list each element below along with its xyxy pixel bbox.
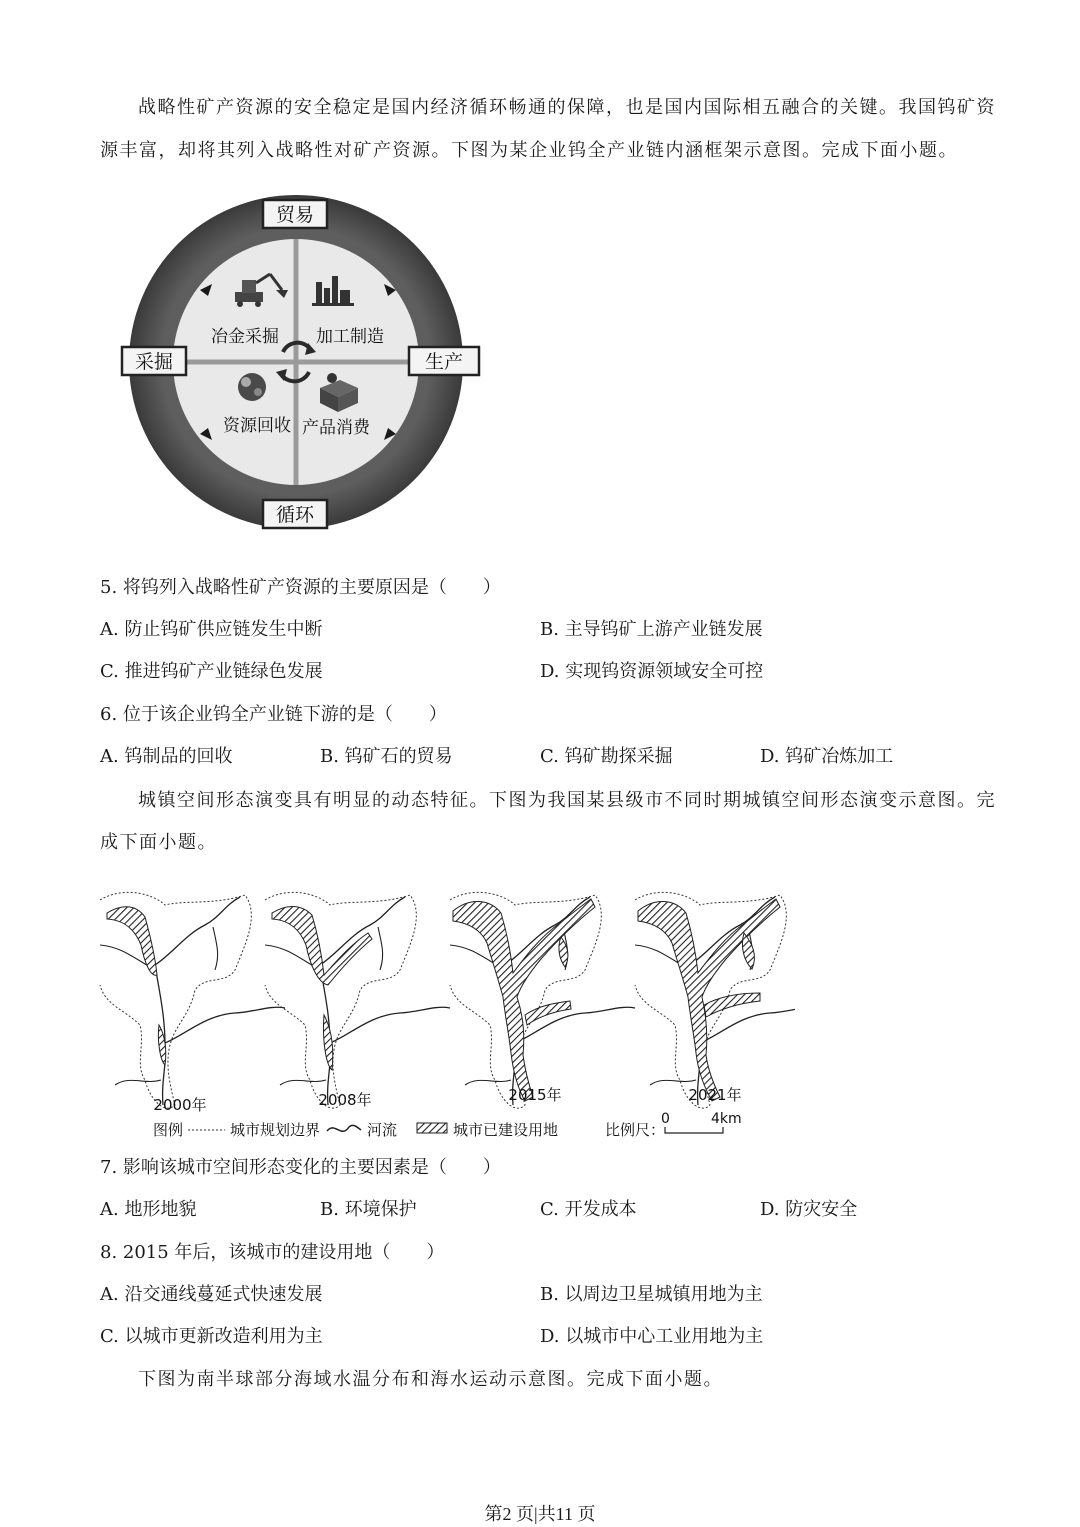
q7-option-d[interactable]: D. 防灾安全 — [760, 1199, 858, 1220]
q8-option-d[interactable]: D. 以城市中心工业用地为主 — [540, 1326, 764, 1347]
q5-option-a[interactable]: A. 防止钨矿供应链发生中断 — [100, 619, 323, 640]
svg-text:贸易: 贸易 — [275, 204, 315, 226]
quadrant-label-mining: 冶金采掘 — [211, 327, 279, 347]
map-year-2000: 2000年 — [153, 1096, 207, 1114]
q5-option-c[interactable]: C. 推进钨矿产业链绿色发展 — [100, 661, 323, 682]
urban-evolution-maps — [95, 865, 795, 1145]
q6-option-b[interactable]: B. 钨矿石的贸易 — [320, 746, 453, 767]
q5-stem: 5. 将钨列入战略性矿产资源的主要原因是（ ） — [100, 577, 501, 598]
svg-text:采掘: 采掘 — [134, 351, 174, 373]
passage3-line1: 下图为南半球部分海域水温分布和海水运动示意图。完成下面小题。 — [138, 1369, 723, 1390]
recycle-icon — [238, 373, 266, 401]
map-year-2008: 2008年 — [318, 1091, 372, 1109]
legend-title: 图例 — [153, 1121, 184, 1139]
legend-built-swatch — [417, 1123, 447, 1133]
scale-bar — [665, 1127, 723, 1133]
map-year-2015: 2015年 — [508, 1086, 562, 1104]
ring-label-bottom — [263, 500, 327, 528]
q8-stem: 8. 2015 年后，该城市的建设用地（ ） — [100, 1242, 445, 1263]
q5-option-b[interactable]: B. 主导钨矿上游产业链发展 — [540, 619, 763, 640]
legend-scale-value: 4km — [711, 1111, 742, 1127]
q7-option-a[interactable]: A. 地形地貌 — [100, 1199, 197, 1220]
legend-built-label: 城市已建设用地 — [453, 1121, 559, 1139]
ring-label-top — [263, 200, 327, 228]
quadrant-label-manufacturing: 加工制造 — [316, 327, 384, 347]
q6-option-c[interactable]: C. 钨矿勘探采掘 — [540, 746, 673, 767]
quadrant-label-consumption: 产品消费 — [302, 418, 370, 438]
legend-boundary-label: 城市规划边界 — [230, 1121, 321, 1139]
svg-text:循环: 循环 — [275, 504, 315, 526]
q8-option-b[interactable]: B. 以周边卫星城镇用地为主 — [540, 1284, 763, 1305]
ring-label-left — [122, 347, 186, 375]
q6-option-a[interactable]: A. 钨制品的回收 — [100, 746, 233, 767]
map-2015 — [450, 892, 635, 1108]
legend-scale-label: 比例尺： — [605, 1121, 666, 1139]
quadrant-label-recycling: 资源回收 — [223, 416, 291, 436]
ring-label-right — [409, 347, 479, 375]
q8-option-c[interactable]: C. 以城市更新改造利用为主 — [100, 1326, 323, 1347]
q7-option-b[interactable]: B. 环境保护 — [320, 1199, 417, 1220]
legend-river-label: 河流 — [367, 1121, 398, 1139]
map-year-2021: 2021年 — [688, 1086, 742, 1104]
passage2-line2: 成下面小题。 — [100, 832, 217, 853]
industry-chain-diagram — [100, 190, 500, 540]
q6-option-d[interactable]: D. 钨矿冶炼加工 — [760, 746, 894, 767]
q7-option-c[interactable]: C. 开发成本 — [540, 1199, 637, 1220]
passage1-line2: 源丰富，却将其列入战略性对矿产资源。下图为某企业钨全产业链内涵框架示意图。完成下面小题。 — [100, 140, 958, 161]
legend-river-icon — [327, 1125, 361, 1131]
q8-option-a[interactable]: A. 沿交通线蔓延式快速发展 — [100, 1284, 323, 1305]
svg-text:生产: 生产 — [424, 351, 464, 373]
q5-option-d[interactable]: D. 实现钨资源领域安全可控 — [540, 661, 764, 682]
passage1-line1: 战略性矿产资源的安全稳定是国内经济循环畅通的保障，也是国内国际相五融合的关键。我国钨矿资 — [138, 97, 996, 118]
q7-stem: 7. 影响该城市空间形态变化的主要因素是（ ） — [100, 1157, 501, 1178]
q6-stem: 6. 位于该企业钨全产业链下游的是（ ） — [100, 704, 447, 725]
legend-scale-zero: 0 — [661, 1111, 670, 1127]
page-footer: 第2 页|共11 页 — [484, 1504, 596, 1524]
passage2-line1: 城镇空间形态演变具有明显的动态特征。下图为我国某县级市不同时期城镇空间形态演变示意图。完 — [138, 790, 996, 811]
map-2008 — [265, 892, 450, 1108]
map-2000 — [100, 892, 285, 1108]
map-2021 — [635, 892, 795, 1108]
